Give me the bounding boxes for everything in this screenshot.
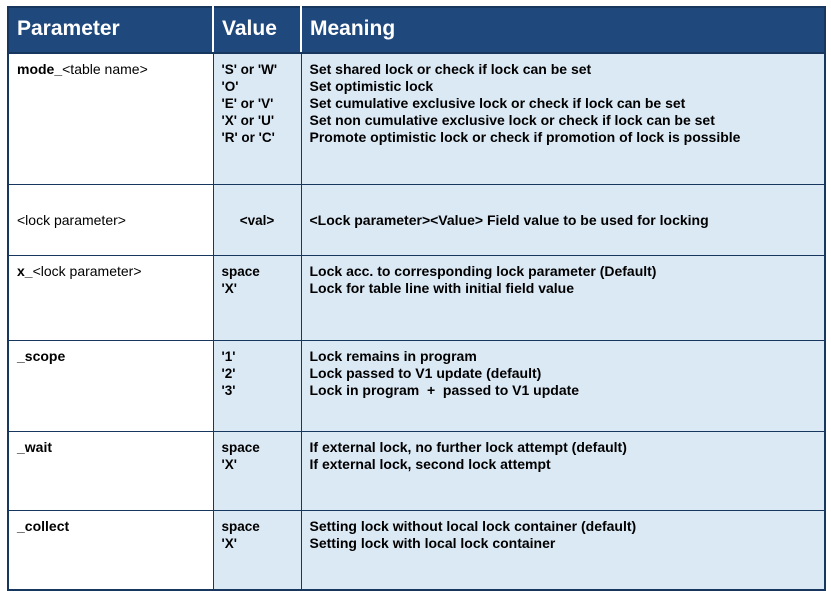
meaning-line: Set shared lock or check if lock can be set: [309, 61, 592, 77]
parameter-name-thin: <table name>: [62, 61, 148, 77]
cell-value: [213, 341, 301, 432]
value-line: space: [221, 519, 260, 534]
cell-meaning: [301, 432, 825, 511]
parameter-name-bold: _wait: [17, 439, 53, 455]
cell-parameter: [8, 53, 213, 185]
meaning-line: Setting lock with local lock container: [309, 535, 556, 551]
parameter-table: [7, 6, 826, 591]
table-row: [8, 53, 825, 185]
value-line: 'O': [221, 79, 239, 94]
value-line: 'S' or 'W': [221, 62, 278, 77]
value-line: space: [221, 264, 260, 279]
column-header-meaning: Meaning: [301, 7, 825, 53]
meaning-line: Lock for table line with initial field value: [309, 280, 574, 296]
value-line: 'E' or 'V': [221, 96, 274, 111]
table-body: [8, 53, 825, 590]
meaning-line: <Lock parameter><Value> Field value to be used for locking: [309, 211, 709, 228]
value-line: <val>: [239, 212, 275, 228]
parameter-name-thin: <lock parameter>: [17, 211, 126, 228]
meaning-line: Lock acc. to corresponding lock parameter (Default): [309, 263, 657, 279]
meaning-line: Promote optimistic lock or check if promotion of lock is possible: [309, 129, 741, 145]
cell-meaning: [301, 53, 825, 185]
meaning-line: If external lock, no further lock attempt (default): [309, 439, 627, 455]
value-line: 'R' or 'C': [221, 130, 275, 145]
meaning-line: If external lock, second lock attempt: [309, 456, 551, 472]
meaning-line: Setting lock without local lock container (default): [309, 518, 637, 534]
cell-meaning: [301, 341, 825, 432]
cell-meaning: [301, 185, 825, 256]
value-line: '3': [221, 383, 236, 398]
table-row: [8, 432, 825, 511]
cell-meaning: [301, 511, 825, 591]
column-header-value: Value: [213, 7, 301, 53]
value-line: 'X': [221, 457, 237, 472]
cell-parameter: [8, 256, 213, 341]
cell-value: [213, 53, 301, 185]
table-row: [8, 341, 825, 432]
table-row: [8, 185, 825, 256]
parameter-name-thin: <lock parameter>: [32, 263, 142, 279]
parameter-name-bold: mode_: [17, 61, 63, 77]
cell-meaning: [301, 256, 825, 341]
cell-parameter: [8, 341, 213, 432]
cell-value: [213, 511, 301, 591]
meaning-line: Set non cumulative exclusive lock or check if lock can be set: [309, 112, 715, 128]
value-line: '1': [221, 349, 236, 364]
parameter-name-bold: _scope: [17, 348, 66, 364]
meaning-line: Set cumulative exclusive lock or check if lock can be set: [309, 95, 686, 111]
meaning-line: Lock remains in program: [309, 348, 477, 364]
column-header-parameter: Parameter: [8, 7, 213, 53]
value-line: 'X': [221, 281, 237, 296]
cell-value: [213, 185, 301, 256]
parameter-name-bold: _collect: [17, 518, 70, 534]
meaning-line: Lock passed to V1 update (default): [309, 365, 542, 381]
cell-value: [213, 432, 301, 511]
table-header: [8, 7, 825, 53]
value-line: space: [221, 440, 260, 455]
value-line: '2': [221, 366, 236, 381]
table-header-row: [8, 7, 825, 53]
table-row: [8, 511, 825, 591]
parameter-name-bold: x_: [17, 263, 33, 279]
table-row: [8, 256, 825, 341]
cell-parameter: [8, 185, 213, 256]
meaning-line: Set optimistic lock: [309, 78, 434, 94]
cell-parameter: [8, 511, 213, 591]
meaning-line: Lock in program + passed to V1 update: [309, 382, 580, 398]
value-line: 'X' or 'U': [221, 113, 275, 128]
cell-parameter: [8, 432, 213, 511]
cell-value: [213, 256, 301, 341]
value-line: 'X': [221, 536, 237, 551]
